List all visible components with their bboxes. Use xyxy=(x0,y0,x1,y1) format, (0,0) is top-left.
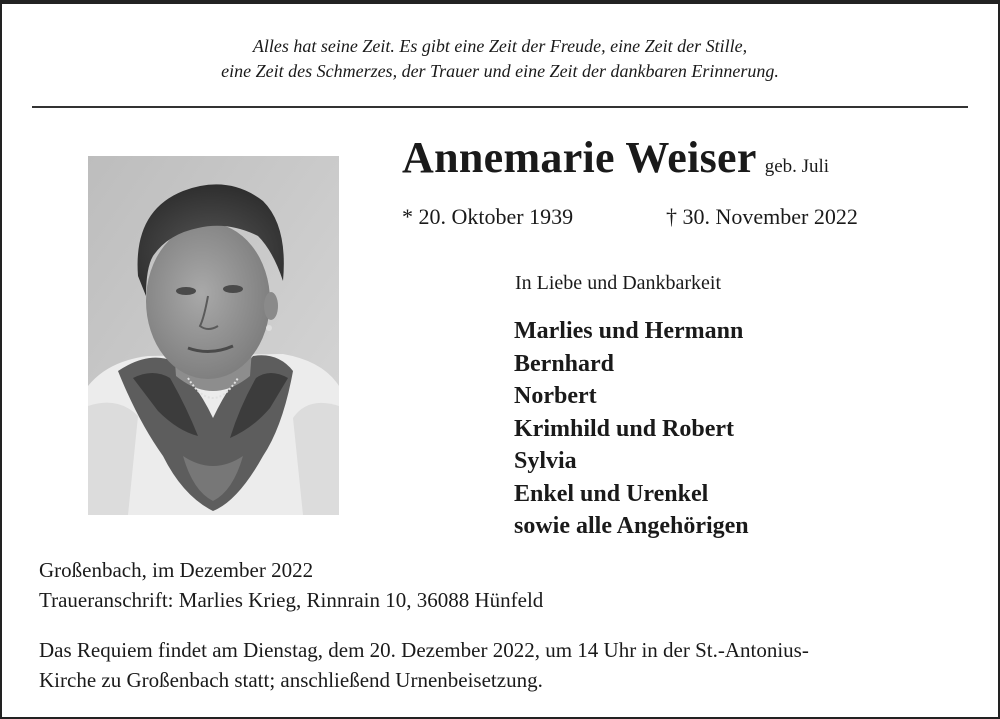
verse xyxy=(2,34,998,84)
thanks-line: In Liebe und Dankbarkeit xyxy=(515,272,722,294)
mourner-item: Norbert xyxy=(514,383,597,409)
place-date: Großenbach, im Dezember 2022 xyxy=(39,558,314,582)
birth-date: * 20. Oktober 1939 xyxy=(402,204,574,229)
divider-line xyxy=(32,106,968,108)
place-and-address xyxy=(39,555,543,615)
mourner-item: Sylvia xyxy=(514,448,577,474)
mourner-item: Enkel und Urenkel xyxy=(514,480,709,507)
maiden-name: geb. Juli xyxy=(764,156,830,177)
mourner-item: Marlies und Hermann xyxy=(514,318,744,344)
mourner-item: sowie alle Angehörigen xyxy=(514,513,749,539)
deceased-name: Annemarie Weiser xyxy=(402,133,757,182)
requiem-line-2: Kirche zu Großenbach statt; anschließend Urnenbeisetzung. xyxy=(39,668,543,692)
requiem-line-1: Das Requiem findet am Dienstag, dem 20. Dezember 2022, um 14 Uhr in der St.-Antonius- xyxy=(39,638,809,662)
name-line xyxy=(402,132,829,183)
requiem-notice xyxy=(39,635,974,695)
mourning-address: Traueranschrift: Marlies Krieg, Rinnrain 10, 36088 Hünfeld xyxy=(39,588,544,612)
mourner-item: Krimhild und Robert xyxy=(514,415,735,442)
death-date: † 30. November 2022 xyxy=(666,204,858,229)
verse-line-2: eine Zeit des Schmerzes, der Trauer und eine Zeit der dankbaren Erinnerung. xyxy=(221,61,779,81)
mourners-list xyxy=(514,315,749,543)
portrait-photo xyxy=(88,156,339,515)
mourner-item: Bernhard xyxy=(514,350,615,377)
verse-line-1: Alles hat seine Zeit. Es gibt eine Zeit der Freude, eine Zeit der Stille, xyxy=(252,36,748,56)
